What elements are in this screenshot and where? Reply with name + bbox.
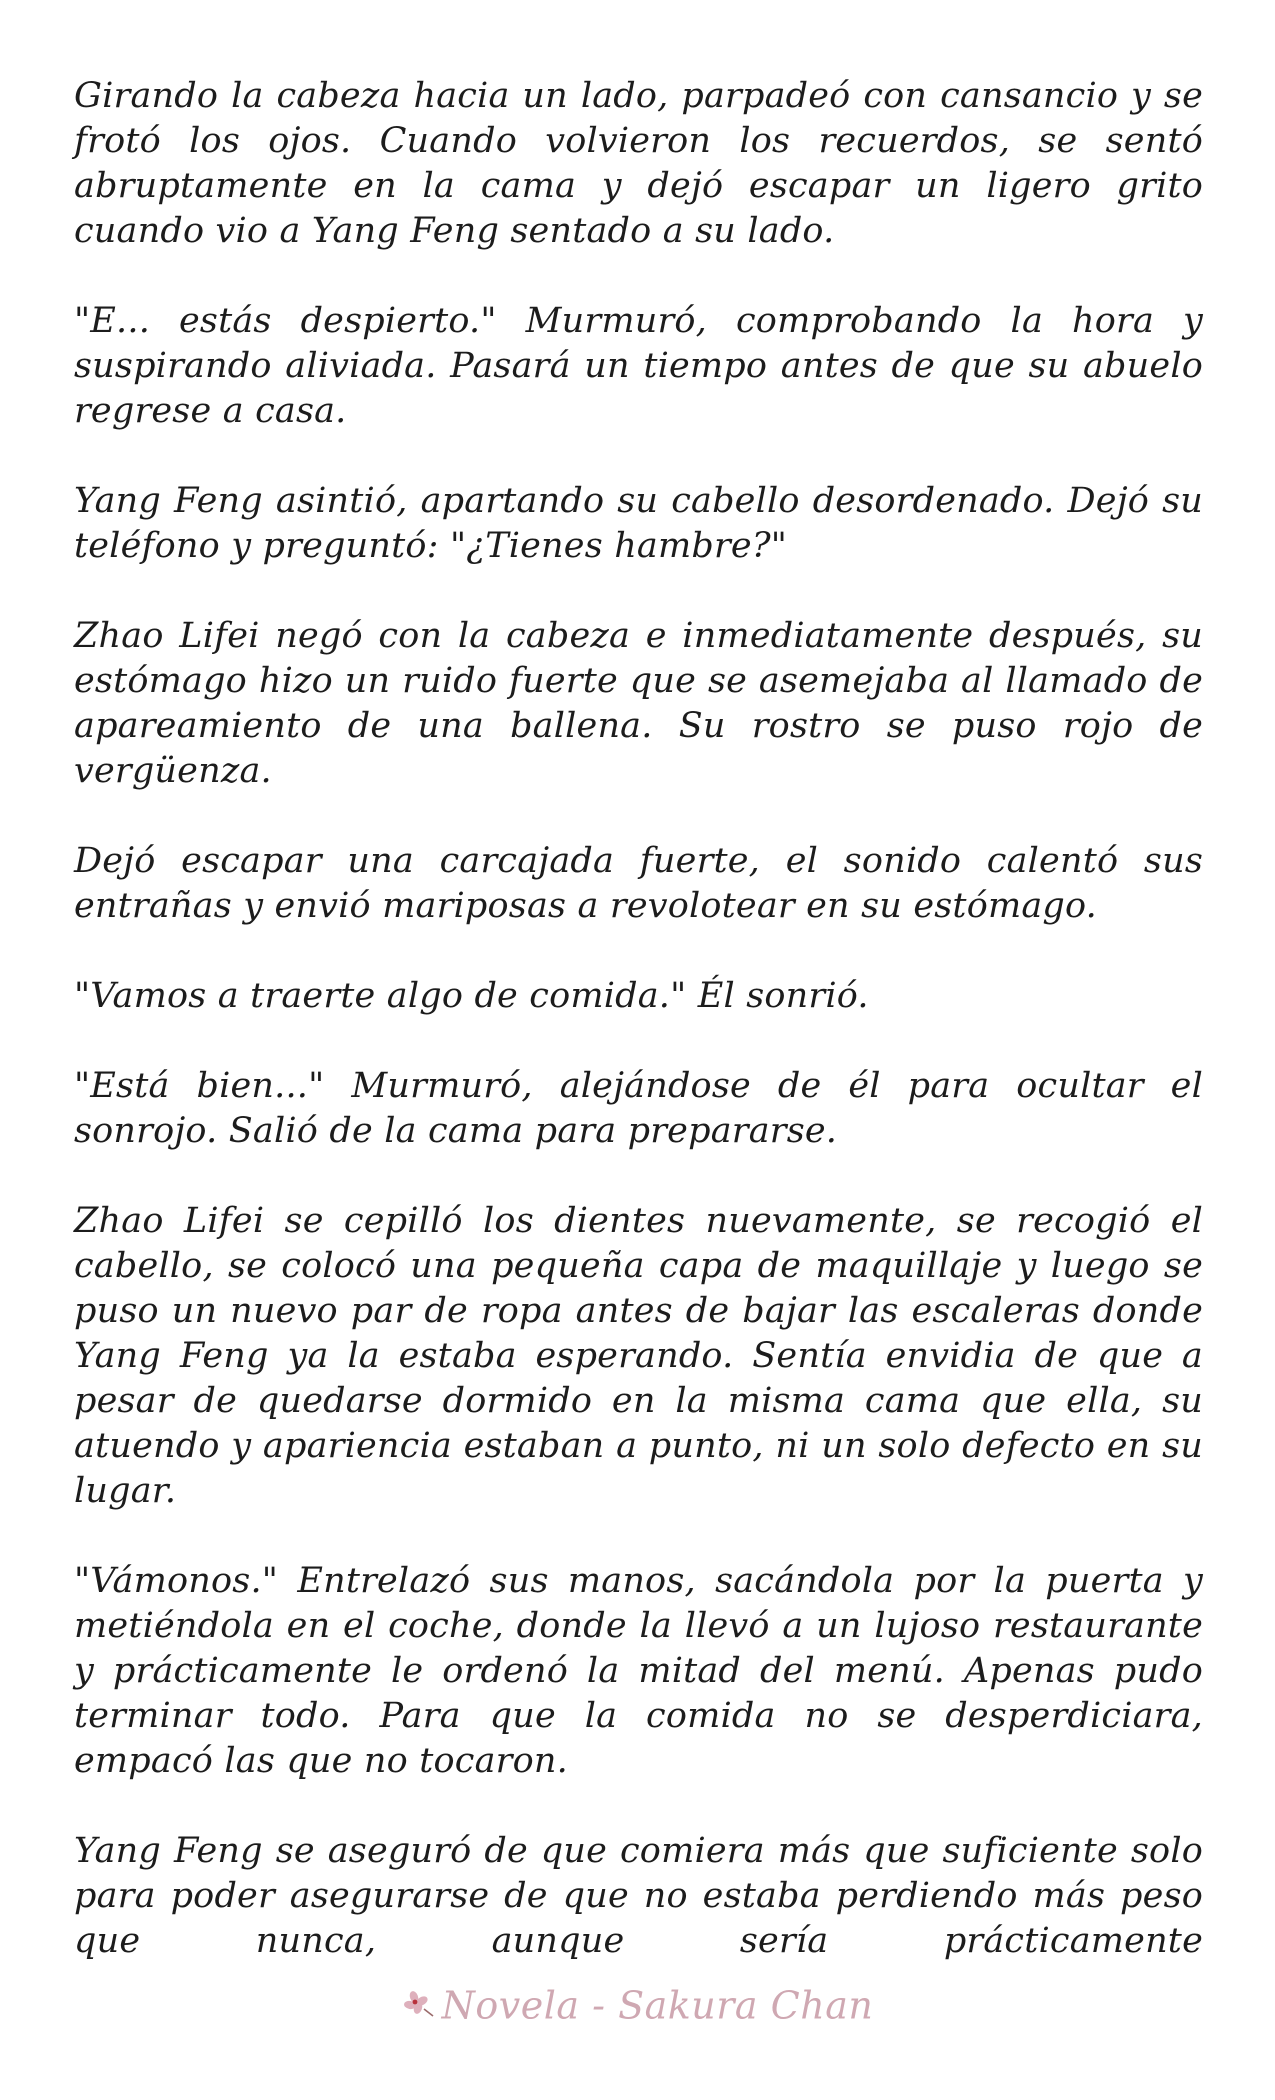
paragraph-2: "E... estás despierto." Murmuró, comprobando la hora y suspirando aliviada. Pasará un tiempo antes de que su abuelo regrese a casa. xyxy=(74,301,1203,431)
paragraph-7: "Está bien..." Murmuró, alejándose de él para ocultar el sonrojo. Salió de la cama para prepararse. xyxy=(74,1066,1203,1151)
paragraph-9: "Vámonos." Entrelazó sus manos, sacándola por la puerta y metiéndola en el coche, donde la llevó a un lujoso restaurante y prácticamente le ordenó la mitad del menú. Apenas pudo terminar todo. Para que la comida no se desperdiciara, empacó las que no tocaron. xyxy=(74,1561,1203,1781)
paragraph-4: Zhao Lifei negó con la cabeza e inmediatamente después, su estómago hizo un ruido fuerte que se asemejaba al llamado de apareamiento de una ballena. Su rostro se puso rojo de vergüenza. xyxy=(74,616,1203,791)
watermark xyxy=(0,1980,1275,2028)
paragraph-3: Yang Feng asintió, apartando su cabello desordenado. Dejó su teléfono y preguntó: "¿Tienes hambre?" xyxy=(74,481,1203,566)
watermark-text: Novela - Sakura Chan xyxy=(441,1983,874,2028)
sakura-flower-icon xyxy=(402,1984,436,2028)
paragraph-1: Girando la cabeza hacia un lado, parpadeó con cansancio y se frotó los ojos. Cuando volvieron los recuerdos, se sentó abruptamente en la cama y dejó escapar un ligero grito cuando vio a Yang Feng sentado a su lado. xyxy=(74,76,1203,251)
paragraph-8: Zhao Lifei se cepilló los dientes nuevamente, se recogió el cabello, se colocó una pequeña capa de maquillaje y luego se puso un nuevo par de ropa antes de bajar las escaleras donde Yang Feng ya la estaba esperando. Sentía envidia de que a pesar de quedarse dormido en la misma cama que ella, su atuendo y apariencia estaban a punto, ni un solo defecto en su lugar. xyxy=(74,1201,1203,1511)
paragraph-10: Yang Feng se aseguró de que comiera más que suficiente solo para poder asegurarse de que no estaba perdiendo más peso que nunca, aunque sería prácticamente xyxy=(74,1831,1203,1961)
story-text xyxy=(74,74,1203,1964)
paragraph-6: "Vamos a traerte algo de comida." Él sonrió. xyxy=(74,976,869,1016)
paragraph-5: Dejó escapar una carcajada fuerte, el sonido calentó sus entrañas y envió mariposas a revolotear en su estómago. xyxy=(74,841,1203,926)
